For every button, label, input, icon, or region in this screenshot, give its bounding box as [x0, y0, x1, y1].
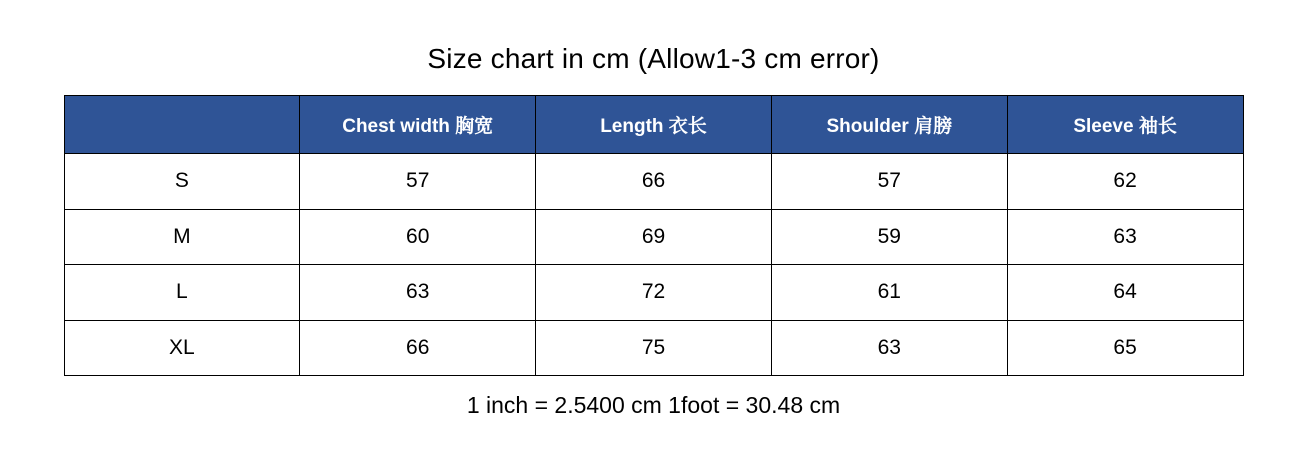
size-chart-table	[64, 95, 1244, 376]
cell-shoulder: 63	[771, 320, 1007, 376]
table-header-row	[64, 96, 1243, 154]
header-cell-length: Length 衣长	[536, 96, 772, 154]
row-label: L	[64, 265, 300, 321]
header-cell-chest-width: Chest width 胸宽	[300, 96, 536, 154]
cell-shoulder: 57	[771, 154, 1007, 210]
cell-length: 75	[536, 320, 772, 376]
table-header	[64, 96, 1243, 154]
cell-length: 69	[536, 209, 772, 265]
row-label: S	[64, 154, 300, 210]
cell-sleeve: 62	[1007, 154, 1243, 210]
cell-chest-width: 66	[300, 320, 536, 376]
table-row-m	[64, 209, 1243, 265]
header-cell-sleeve: Sleeve 袖长	[1007, 96, 1243, 154]
cell-chest-width: 57	[300, 154, 536, 210]
cell-sleeve: 65	[1007, 320, 1243, 376]
header-cell-size	[64, 96, 300, 154]
cell-sleeve: 64	[1007, 265, 1243, 321]
row-label: M	[64, 209, 300, 265]
table-body	[64, 154, 1243, 376]
table-row-s	[64, 154, 1243, 210]
table-row-xl	[64, 320, 1243, 376]
cell-length: 66	[536, 154, 772, 210]
cell-chest-width: 63	[300, 265, 536, 321]
page-title: Size chart in cm (Allow1-3 cm error)	[427, 43, 880, 74]
cell-shoulder: 59	[771, 209, 1007, 265]
cell-shoulder: 61	[771, 265, 1007, 321]
row-label: XL	[64, 320, 300, 376]
cell-sleeve: 63	[1007, 209, 1243, 265]
table-row-l	[64, 265, 1243, 321]
header-cell-shoulder: Shoulder 肩膀	[771, 96, 1007, 154]
conversion-note: 1 inch = 2.5400 cm 1foot = 30.48 cm	[466, 392, 841, 418]
cell-length: 72	[536, 265, 772, 321]
cell-chest-width: 60	[300, 209, 536, 265]
